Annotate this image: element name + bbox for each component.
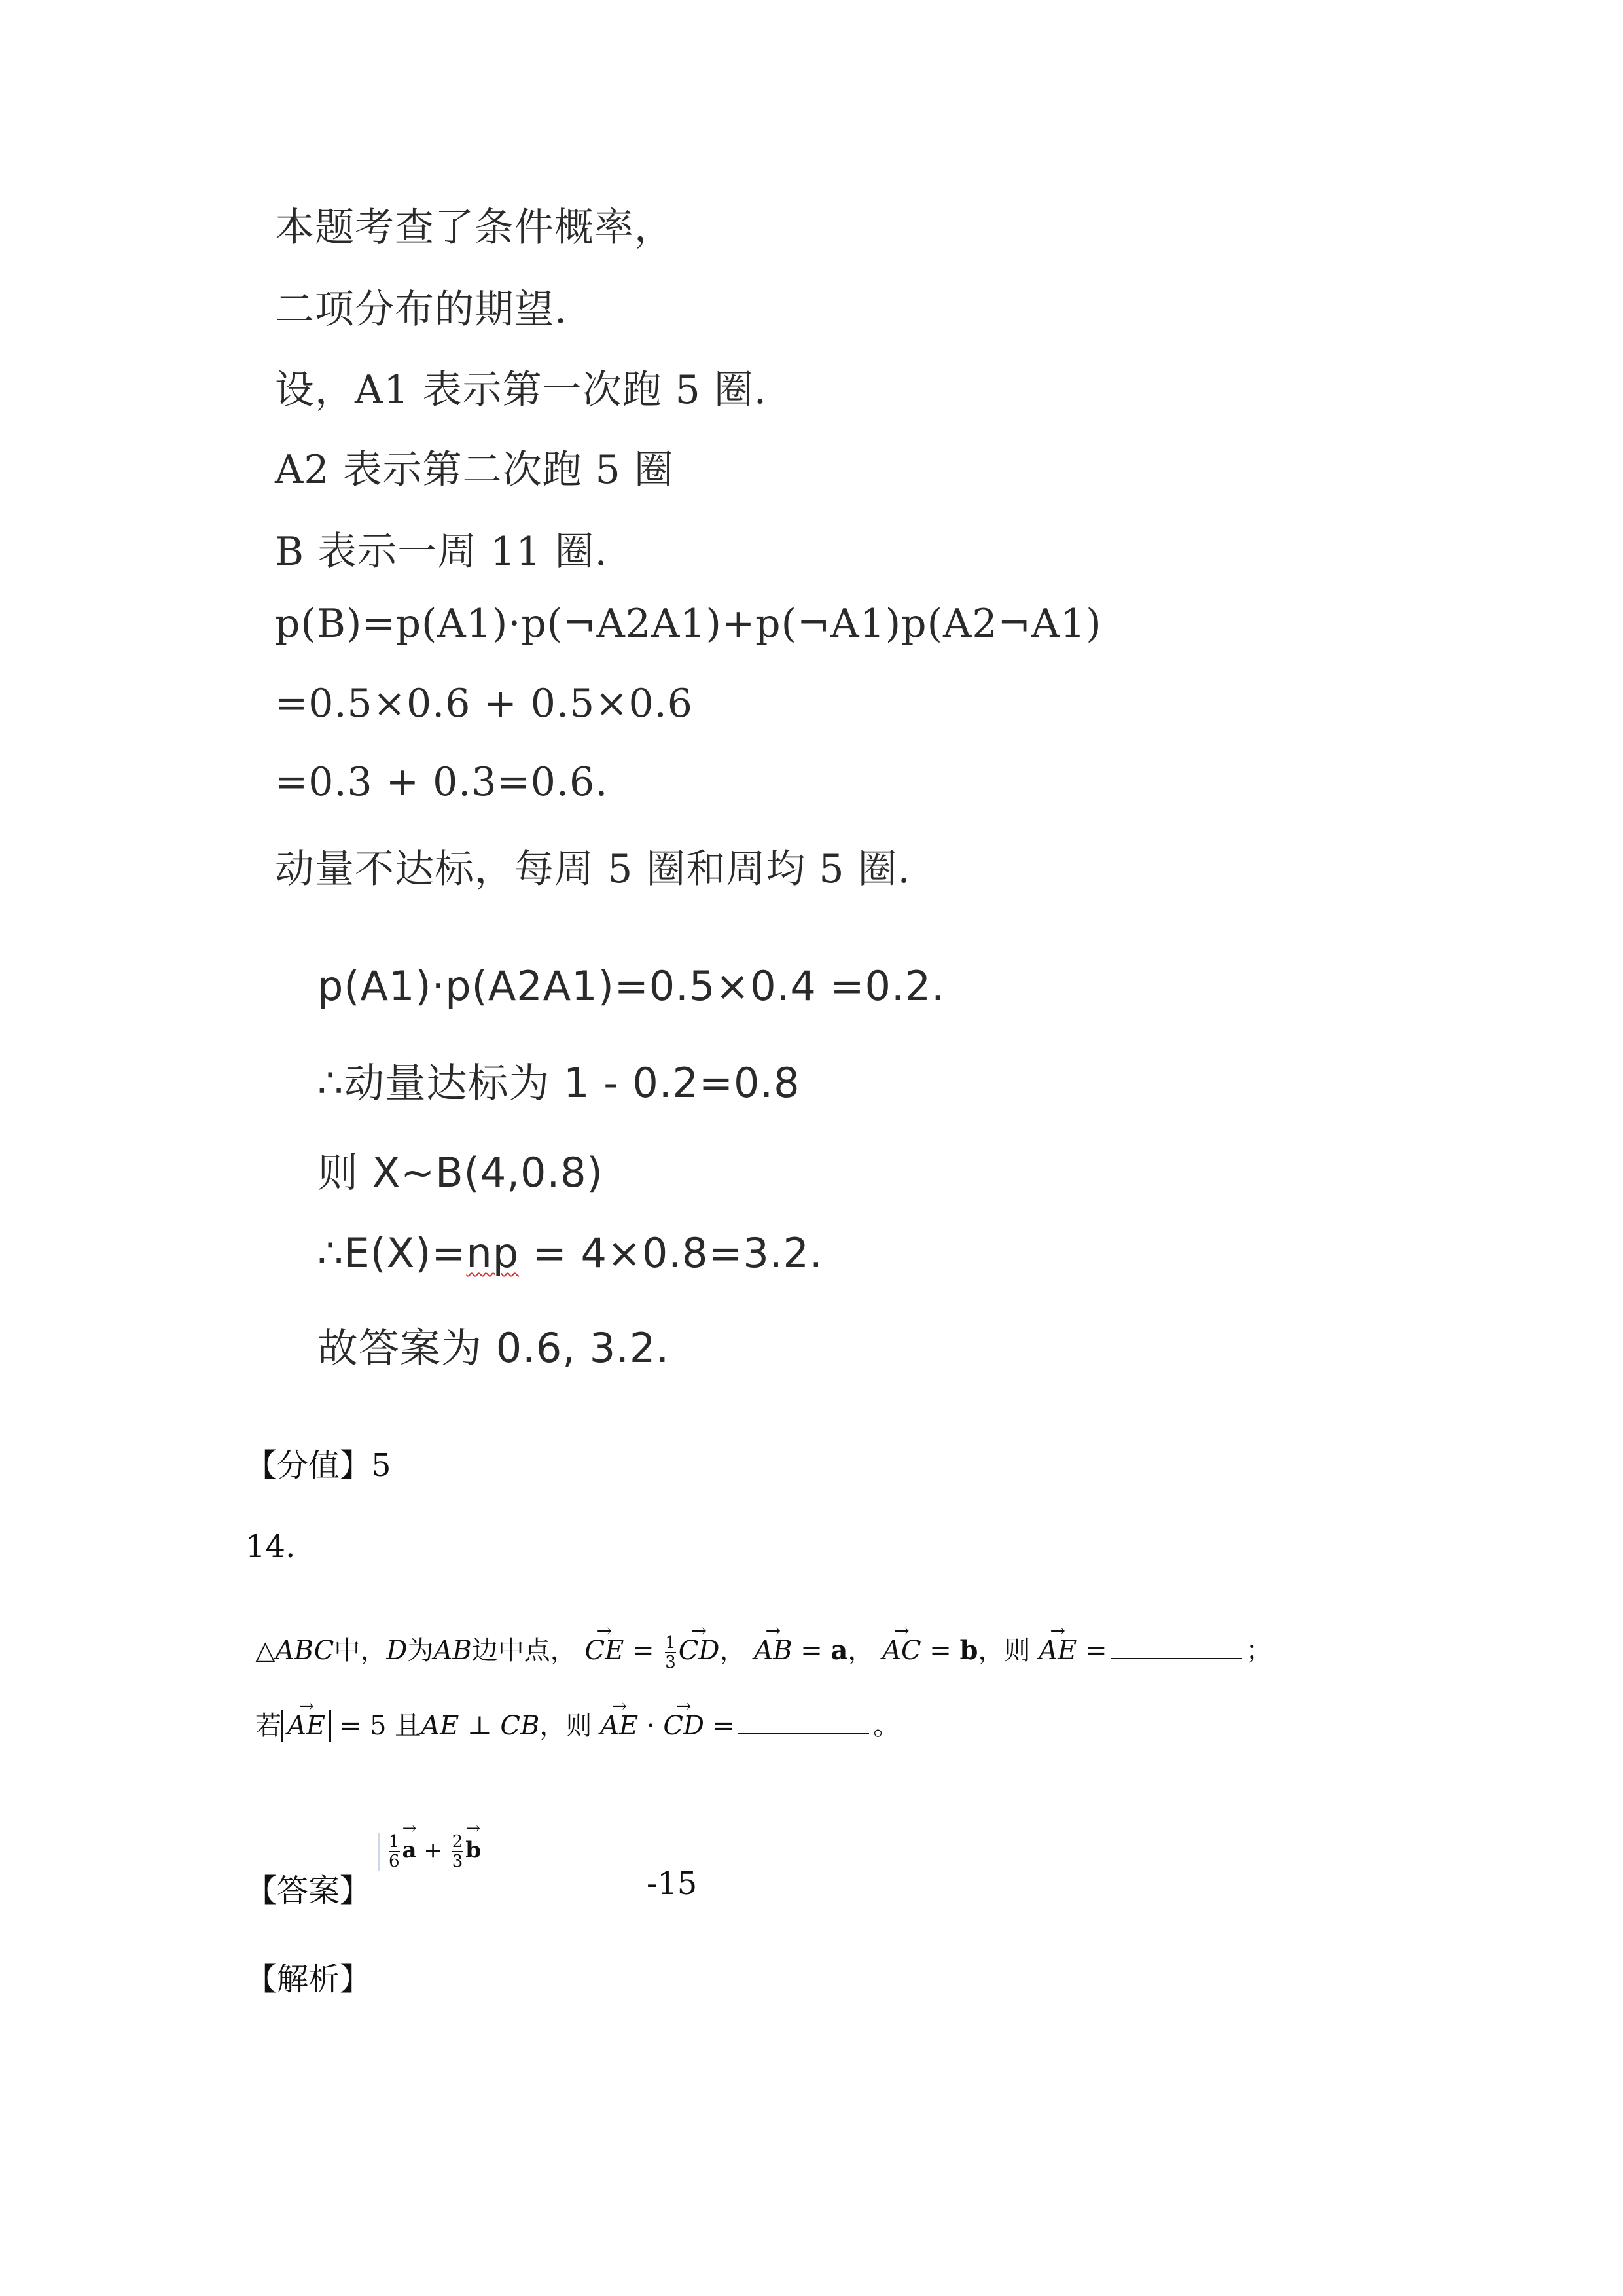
solution-line: 设，A1 表示第一次跑 5 圈. xyxy=(275,367,767,413)
text: = 5 且 xyxy=(331,1711,421,1741)
text: ，则 xyxy=(978,1636,1031,1666)
denominator: 3 xyxy=(452,1852,463,1871)
perpendicular-symbol: ⊥ xyxy=(459,1711,501,1741)
vector-b: → b xyxy=(465,1837,481,1863)
solution-line: 故答案为 0.6, 3.2. xyxy=(317,1324,670,1372)
vector-a: a xyxy=(830,1635,848,1666)
answer-blank xyxy=(738,1729,869,1734)
answer-second-value: -15 xyxy=(647,1865,698,1902)
solution-line: p(B)=p(A1)·p(¬A2A1)+p(¬A1)p(A2¬A1) xyxy=(275,601,1102,647)
solution-line xyxy=(317,1229,823,1277)
vector-cd: → CD xyxy=(663,1705,704,1747)
np-text: np xyxy=(466,1229,520,1277)
segment-ae: AE xyxy=(421,1711,459,1741)
equals: = xyxy=(792,1636,831,1666)
text: ， xyxy=(847,1636,874,1666)
magnitude-ae xyxy=(281,1710,331,1742)
text: 中， xyxy=(334,1636,387,1666)
vector-a: → a xyxy=(402,1837,417,1863)
expectation-prefix: ∴E(X)= xyxy=(317,1229,467,1277)
solution-line: ∴动量达标为 1 - 0.2=0.8 xyxy=(317,1059,800,1107)
vector-ac: → AC xyxy=(882,1630,921,1672)
question-number: 14. xyxy=(245,1528,296,1565)
answer-blank xyxy=(1111,1654,1242,1659)
fraction-one-third xyxy=(665,1634,676,1672)
denominator: 3 xyxy=(665,1653,676,1672)
score-label: 【分值】 xyxy=(245,1447,372,1484)
vector-ce: → CE xyxy=(584,1630,624,1672)
score-line xyxy=(245,1440,391,1485)
numerator: 1 xyxy=(665,1633,676,1653)
numerator: 2 xyxy=(452,1832,463,1852)
equals: = xyxy=(704,1711,735,1741)
fraction-two-thirds xyxy=(452,1833,463,1871)
vector-ae: → AE xyxy=(600,1705,638,1747)
solution-line: B 表示一周 11 圈. xyxy=(275,529,608,575)
text: ， xyxy=(719,1636,746,1666)
text: 若 xyxy=(255,1711,281,1741)
vector-ae: → AE xyxy=(287,1710,325,1742)
numerator: 1 xyxy=(389,1832,400,1852)
plus: + xyxy=(416,1837,450,1863)
question-line-1 xyxy=(255,1630,1272,1672)
fraction-one-sixth xyxy=(389,1833,400,1871)
text: 为 xyxy=(407,1636,434,1666)
segment-cb: CB xyxy=(500,1711,540,1741)
text: ，则 xyxy=(539,1711,592,1741)
dot-operator: · xyxy=(638,1711,664,1741)
segment-ab: AB xyxy=(433,1636,472,1666)
solution-line: 动量不达标，每周 5 圈和周均 5 圈. xyxy=(275,846,911,892)
vector-cd: → CD xyxy=(679,1630,720,1672)
answer-formula xyxy=(378,1833,481,1871)
triangle-name: ABC xyxy=(275,1636,334,1666)
triangle-symbol: △ xyxy=(255,1636,276,1666)
text: 边中点， xyxy=(471,1636,577,1666)
answer-label: 【答案】 xyxy=(245,1873,372,1909)
solution-line: =0.5×0.6 + 0.5×0.6 xyxy=(275,681,693,726)
denominator: 6 xyxy=(389,1852,400,1871)
vector-ab: → AB xyxy=(754,1630,792,1672)
question-line-2 xyxy=(255,1705,899,1747)
solution-line: 本题考查了条件概率， xyxy=(275,205,674,251)
point-d: D xyxy=(386,1636,408,1666)
analysis-label: 【解析】 xyxy=(245,1961,372,1998)
solution-line: =0.3 + 0.3=0.6. xyxy=(275,759,609,805)
equals: = xyxy=(921,1636,960,1666)
text: ； xyxy=(1245,1636,1272,1666)
equals: = xyxy=(624,1636,663,1666)
solution-line: 二项分布的期望. xyxy=(275,287,568,332)
solution-line: 则 X~B(4,0.8) xyxy=(317,1149,603,1196)
equals: = xyxy=(1077,1636,1107,1666)
expectation-suffix: = 4×0.8=3.2. xyxy=(519,1229,823,1277)
solution-line: p(A1)·p(A2A1)=0.5×0.4 =0.2. xyxy=(317,962,945,1010)
vector-ae: → AE xyxy=(1039,1630,1077,1672)
text: 。 xyxy=(873,1711,900,1741)
score-value: 5 xyxy=(371,1447,391,1484)
solution-line: A2 表示第二次跑 5 圈 xyxy=(275,447,674,493)
vector-b: b xyxy=(959,1635,978,1666)
